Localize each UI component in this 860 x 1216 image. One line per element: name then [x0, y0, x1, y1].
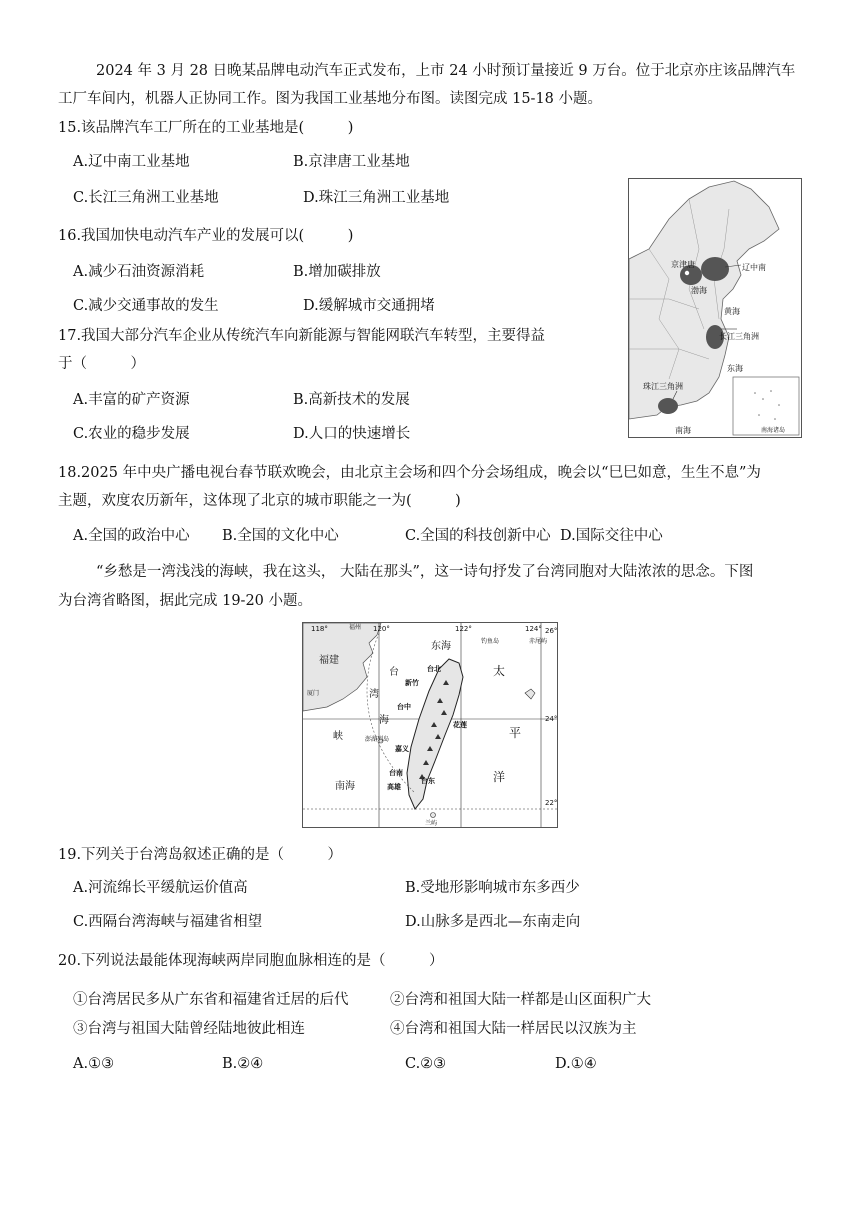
- intro2-line-1: “乡愁是一湾浅浅的海峡，我在这头， 大陆在那头”，这一诗句抒发了台湾同胞对大陆浓浓的思念。下图: [96, 564, 754, 580]
- liaozhongnan-base: [701, 257, 729, 281]
- map1-label-donghai: 东海: [727, 364, 743, 373]
- q17-stem-1: 17.我国大部分汽车企业从传统汽车向新能源与智能网联汽车转型，主要得益: [58, 328, 546, 344]
- map1-label-south-sea-islands: 南海诸岛: [761, 427, 786, 434]
- china-industrial-base-map: [628, 178, 802, 438]
- q15-option-a[interactable]: A.辽中南工业基地: [73, 154, 190, 170]
- map2-label-tai-ocean: 太: [493, 664, 506, 678]
- map1-label-bohai: 渤海: [691, 286, 707, 295]
- map2-label-jiayi: 嘉义: [395, 745, 409, 753]
- q20-option-d[interactable]: D.①④: [555, 1056, 597, 1072]
- map2-label-chiwei: 赤尾屿: [529, 638, 548, 645]
- map1-label-huanghai: 黄海: [724, 307, 740, 316]
- map2-label-hualian: 花莲: [453, 721, 467, 729]
- q16-option-b[interactable]: B.增加碳排放: [293, 264, 381, 280]
- map2-label-yang: 洋: [493, 770, 506, 784]
- q18-option-a[interactable]: A.全国的政治中心: [73, 528, 190, 544]
- lon-tick-118: 118°: [311, 625, 328, 633]
- q18-stem-2: 主题，欢度农历新年，这体现了北京的城市职能之一为( ): [58, 493, 461, 509]
- map2-label-xia: 峡: [333, 731, 343, 742]
- pearl-delta-base: [658, 398, 678, 414]
- q15-stem: 15.该品牌汽车工厂所在的工业基地是( ): [58, 120, 354, 136]
- lon-tick-120: 120°: [373, 625, 390, 633]
- q19-option-b[interactable]: B.受地形影响城市东多西少: [405, 880, 580, 896]
- map2-label-diaoyu: 钓鱼岛: [481, 638, 500, 645]
- map2-label-taipei: 台北: [427, 665, 441, 673]
- q19-option-c[interactable]: C.西隔台湾海峡与福建省相望: [73, 914, 263, 930]
- lanyu-island: [431, 813, 436, 818]
- map2-label-nanhai: 南海: [335, 781, 355, 792]
- map2-label-xiamen: 厦门: [307, 690, 320, 697]
- q17-stem-2: 于（ ）: [58, 356, 145, 372]
- q15-option-d[interactable]: D.珠江三角洲工业基地: [303, 190, 450, 206]
- q17-option-a[interactable]: A.丰富的矿产资源: [73, 392, 190, 408]
- lon-tick-122: 122°: [455, 625, 472, 633]
- map2-label-tainan: 台南: [389, 769, 403, 777]
- map2-label-hai: 海: [379, 715, 389, 726]
- q20-option-c[interactable]: C.②③: [405, 1056, 447, 1072]
- map2-label-gaoxiong: 高雄: [387, 783, 401, 791]
- map1-label-jingjintang: 京津唐: [671, 260, 695, 269]
- q17-option-d[interactable]: D.人口的快速增长: [293, 426, 411, 442]
- china-map-svg: [629, 179, 801, 437]
- q20-option-a[interactable]: A.①③: [73, 1056, 115, 1072]
- map2-label-taizhong: 台中: [397, 703, 411, 711]
- map2-label-tai: 台: [389, 667, 399, 678]
- map1-label-pearl-delta: 珠江三角洲: [643, 382, 683, 391]
- q18-stem-1: 18.2025 年中央广播电视台春节联欢晚会，由北京主会场和四个分会场组成，晚会以“巳巳如意，生生不息”为: [58, 465, 761, 481]
- q18-option-d[interactable]: D.国际交往中心: [560, 528, 663, 544]
- map2-label-taidong: 台东: [421, 777, 435, 785]
- q16-option-c[interactable]: C.减少交通事故的发生: [73, 298, 219, 314]
- q20-statement-3: ③台湾与祖国大陆曾经陆地彼此相连: [73, 1021, 305, 1037]
- q17-option-b[interactable]: B.高新技术的发展: [293, 392, 410, 408]
- map2-label-penghu: 澎湖列岛: [365, 736, 390, 743]
- beijing-star-icon: [685, 271, 689, 275]
- q16-option-a[interactable]: A.减少石油资源消耗: [73, 264, 205, 280]
- lat-tick-24: 24°: [545, 715, 557, 723]
- q17-option-c[interactable]: C.农业的稳步发展: [73, 426, 190, 442]
- q20-option-b[interactable]: B.②④: [222, 1056, 264, 1072]
- q20-statement-1: ①台湾居民多从广东省和福建省迁居的后代: [73, 992, 349, 1008]
- map2-label-ping: 平: [509, 726, 522, 740]
- intro-line-2: 工厂车间内，机器人正协同工作。图为我国工业基地分布图。读图完成 15-18 小题。: [58, 91, 603, 107]
- q20-stem: 20.下列说法最能体现海峡两岸同胞血脉相连的是（ ）: [58, 953, 444, 969]
- map2-label-donghai: 东海: [431, 641, 451, 652]
- q19-option-a[interactable]: A.河流绵长平缓航运价值高: [73, 880, 248, 896]
- map2-label-xinzhu: 新竹: [405, 679, 419, 687]
- q18-option-c[interactable]: C.全国的科技创新中心: [405, 528, 551, 544]
- map2-label-lanyu: 兰屿: [425, 820, 438, 827]
- q20-statement-2: ②台湾和祖国大陆一样都是山区面积广大: [390, 992, 651, 1008]
- q16-option-d[interactable]: D.缓解城市交通拥堵: [303, 298, 435, 314]
- q20-statement-4: ④台湾和祖国大陆一样居民以汉族为主: [390, 1021, 637, 1037]
- q18-option-b[interactable]: B.全国的文化中心: [222, 528, 339, 544]
- map1-label-liaozhongnan: 辽中南: [742, 263, 766, 272]
- taiwan-province-map: [302, 622, 558, 828]
- q19-option-d[interactable]: D.山脉多是西北—东南走向: [405, 914, 581, 930]
- map1-label-nanhai: 南海: [675, 426, 691, 435]
- intro2-line-2: 为台湾省略图，据此完成 19-20 小题。: [58, 593, 313, 609]
- q15-option-c[interactable]: C.长江三角洲工业基地: [73, 190, 219, 206]
- q15-option-b[interactable]: B.京津唐工业基地: [293, 154, 410, 170]
- map2-label-fuzhou: 福州: [349, 624, 362, 631]
- q16-stem: 16.我国加快电动汽车产业的发展可以( ): [58, 228, 354, 244]
- lat-tick-26: 26°: [545, 627, 557, 635]
- map2-label-fujian: 福建: [319, 655, 339, 666]
- lon-tick-124: 124°: [525, 625, 542, 633]
- intro-line-1: 2024 年 3 月 28 日晚某品牌电动汽车正式发布，上市 24 小时预订量接近 9 万台。位于北京亦庄该品牌汽车: [96, 63, 796, 79]
- taiwan-map-svg: [303, 623, 557, 827]
- lat-tick-22: 22°: [545, 799, 557, 807]
- map1-label-yangtze-delta: 长江三角洲: [719, 332, 759, 341]
- q19-stem: 19.下列关于台湾岛叙述正确的是（ ）: [58, 847, 343, 863]
- map2-label-wan: 湾: [369, 689, 379, 700]
